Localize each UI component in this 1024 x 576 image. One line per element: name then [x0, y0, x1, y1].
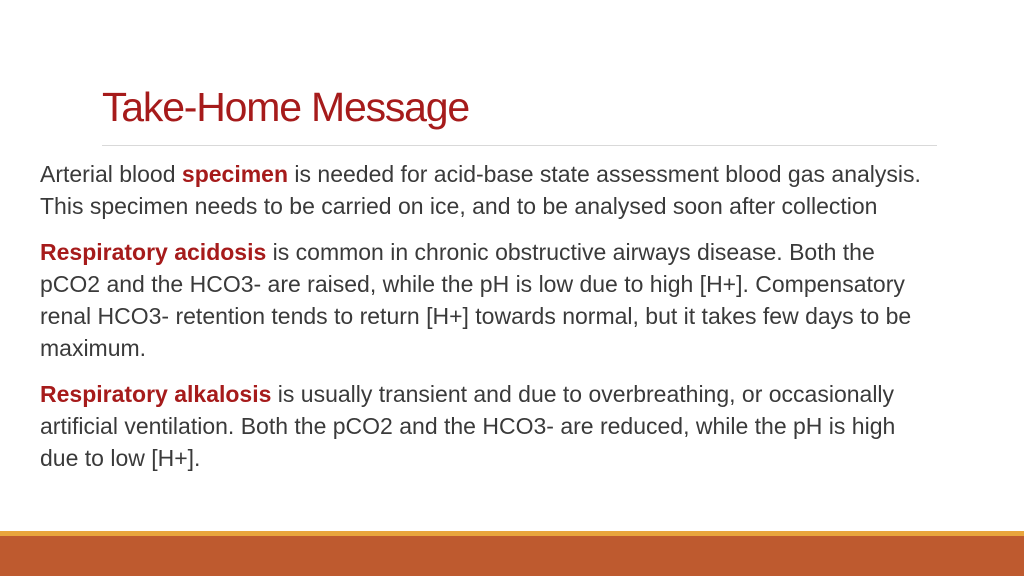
paragraph-respiratory-acidosis — [40, 236, 940, 364]
keyword-respiratory-acidosis: Respiratory acidosis — [40, 239, 267, 265]
paragraph-text-after: is needed for acid-base state assessment blood gas analysis. This specimen needs to be carried on ice, and to be analysed soon after collection — [40, 161, 921, 219]
paragraph-respiratory-alkalosis — [40, 378, 940, 474]
paragraph-specimen — [40, 158, 940, 222]
slide-title: Take-Home Message — [102, 84, 469, 130]
keyword-specimen: specimen — [181, 161, 289, 187]
slide-body — [40, 158, 940, 488]
paragraph-text-after: is usually transient and due to overbreathing, or occasionally artificial ventilation. Both the pCO2 and the HCO3- are reduced, while the pH is high due to low [H+]. — [40, 381, 896, 471]
paragraph-text-before: Arterial blood — [40, 161, 182, 187]
paragraph-text-after: is common in chronic obstructive airways disease. Both the pCO2 and the HCO3- are raised, while the pH is low due to high [H+]. Compensatory renal HCO3- retention tends to return [H+] towards normal, but it takes few days to be maximum. — [40, 239, 912, 361]
title-divider — [102, 145, 937, 146]
footer-band — [0, 536, 1024, 576]
keyword-respiratory-alkalosis: Respiratory alkalosis — [40, 381, 272, 407]
